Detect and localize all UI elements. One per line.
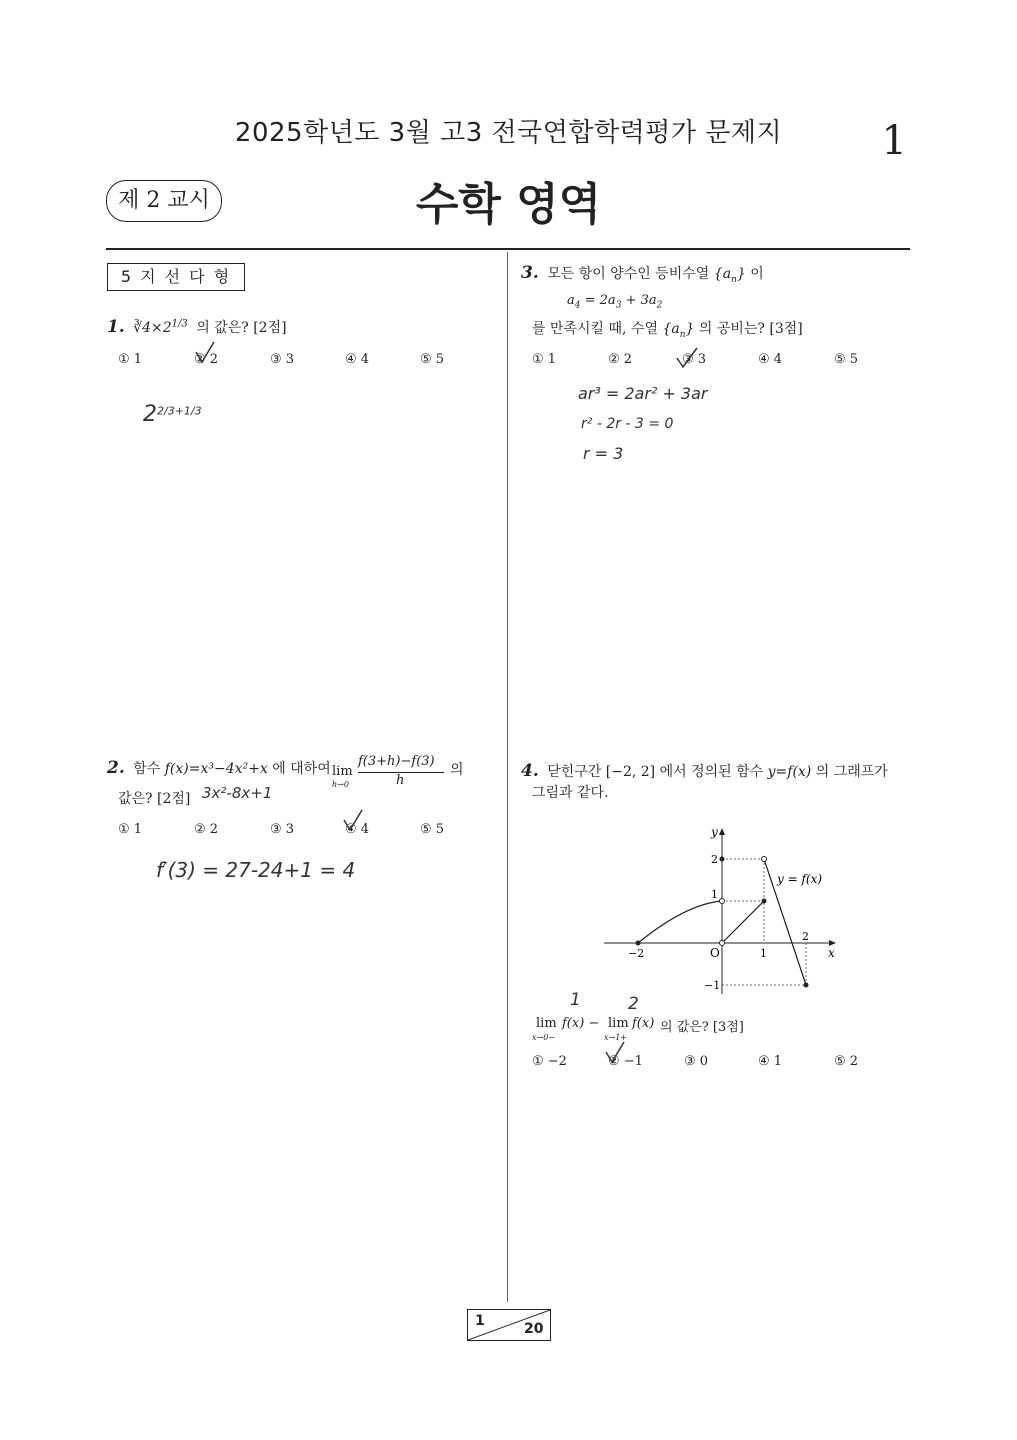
lim-symbol: lim [608,1016,629,1031]
limit-term: f(x) − [562,1016,600,1031]
question-3-equation: $a_4 = 2a_3 + 3a_2$ [567,293,663,311]
tick-label: 1 [711,888,718,901]
current-page: 1 [475,1313,485,1329]
limit-denominator: h [396,773,405,788]
open-point [720,941,725,946]
choice-5[interactable]: ⑤ 5 [834,352,859,367]
choice-1[interactable]: ① 1 [118,822,143,837]
question-type-box: 5 지 선 다 형 [107,263,245,291]
choice-3[interactable]: ③ 0 [684,1054,709,1069]
question-2-choices [118,822,498,842]
header-divider [106,248,910,250]
lim-subscript: x→0− [532,1033,556,1042]
checkmark-icon [604,1040,626,1066]
y-axis-arrow [719,828,725,835]
handwritten-note: r² - 2r - 3 = 0 [581,416,674,432]
question-4-choices [532,1054,912,1074]
total-pages: 20 [524,1321,544,1337]
checkmark-icon [675,346,699,370]
handwritten-note: r = 3 [583,444,624,463]
x-axis-label: x [828,946,835,960]
sequence-symbol: $\{a_n\}$ [713,266,746,285]
question-2-text-mid: 에 대하여 [272,761,331,777]
exam-title: 2025학년도 3월 고3 전국연합학력평가 문제지 [234,118,783,148]
question-4-limit-expression [532,1014,912,1046]
choice-5[interactable]: ⑤ 5 [420,352,445,367]
limit-numerator: f(3+h)−f(3) [358,754,435,769]
question-number: 3. [521,263,539,283]
choice-2[interactable]: ② −1 [608,1054,643,1069]
question-4-text-b: 에서 정의된 함수 [659,764,764,780]
line-segment [722,901,764,943]
tick-label: −1 [704,979,721,992]
lim-subscript: x→1+ [604,1033,628,1042]
handwritten-note: 2 [628,994,639,1014]
open-point [720,899,725,904]
choice-1[interactable]: ① 1 [532,352,557,367]
tick-label: 1 [760,947,767,960]
question-4-text-line2: 그림과 같다. [532,785,609,801]
choice-4[interactable]: ④ 4 [345,352,370,367]
session-badge: 제 2 교시 [106,180,222,222]
choice-3[interactable]: ③ 3 [270,352,295,367]
question-4-text-c: 의 그래프가 [815,764,888,780]
y-axis-label: y [711,825,718,839]
question-2-text-line2: 값은? [2점] [118,791,191,807]
choice-1[interactable]: ① 1 [118,352,143,367]
choice-2[interactable]: ② 2 [194,822,219,837]
choice-4[interactable]: ④ 1 [758,1054,783,1069]
handwritten-note: $2^{2/3+1/3}$ [143,402,202,427]
interval-symbol: [−2, 2] [605,764,656,780]
choice-2[interactable]: ② 2 [194,352,219,367]
function-graph [596,822,846,1002]
lim-symbol: lim [332,764,353,779]
question-number: 1. [107,317,125,337]
tick-label: 2 [802,930,809,943]
page-indicator [467,1309,551,1341]
question-2-text-after: 의 [450,762,464,778]
choice-1[interactable]: ① −2 [532,1054,567,1069]
question-3-text-after: 의 공비는? [3점] [698,321,803,337]
question-3-choices [532,352,912,372]
handwritten-note: 1 [570,990,581,1010]
tick-label: 2 [711,853,718,866]
choice-5[interactable]: ⑤ 5 [420,822,445,837]
subject-title: 수학 영역 [415,179,602,230]
lim-symbol: lim [536,1016,557,1031]
question-number: 4. [521,761,539,781]
open-point [762,857,767,862]
choice-2[interactable]: ② 2 [608,352,633,367]
limit-term: f(x) [632,1016,655,1031]
question-1-text: 의 값은? [2점] [196,320,287,336]
closed-point [804,983,809,988]
choice-4[interactable]: ④ 4 [345,822,370,837]
tick-label: −2 [628,947,645,960]
handwritten-note: ar³ = 2ar² + 3ar [578,384,708,403]
question-1 [107,316,497,342]
question-2-function: f(x)=x³−4x²+x [164,761,268,777]
choice-3[interactable]: ③ 3 [682,352,707,367]
question-4-text-a: 닫힌구간 [547,764,602,780]
origin-label: O [710,946,720,960]
question-2-limit [332,754,452,790]
page-number: 1 [881,118,907,164]
question-2-text-before: 함수 [133,761,161,777]
closed-point [762,899,767,904]
sequence-symbol: $\{a_n\}$ [662,321,695,340]
question-3-text: 모든 항이 양수인 등비수열 [547,266,710,282]
choice-3[interactable]: ③ 3 [270,822,295,837]
curve-segment [638,901,722,943]
question-3-text-end: 이 [750,266,764,282]
checkmark-icon [194,340,219,367]
question-4-text-after: 의 값은? [3점] [660,1020,744,1035]
closed-point [636,941,641,946]
handwritten-note: 3x²-8x+1 [202,784,273,802]
choice-5[interactable]: ⑤ 2 [834,1054,859,1069]
question-1-choices [118,352,498,372]
lim-subscript: h→0 [332,780,349,789]
question-3-line3 [532,320,902,341]
function-symbol: y=f(x) [767,764,812,780]
choice-4[interactable]: ④ 4 [758,352,783,367]
curve-label: y = f(x) [777,872,823,886]
handwritten-note: f′(3) = 27-24+1 = 4 [156,858,356,882]
question-1-formula: $∛4\times 2^{1/3}$ [133,318,188,336]
question-number: 2. [107,758,125,778]
checkmark-icon [342,808,364,834]
column-divider [507,252,508,1302]
question-4 [521,760,906,782]
closed-point [720,857,725,862]
question-3 [521,262,901,284]
question-3-text-before: 를 만족시킬 때, 수열 [532,321,658,337]
